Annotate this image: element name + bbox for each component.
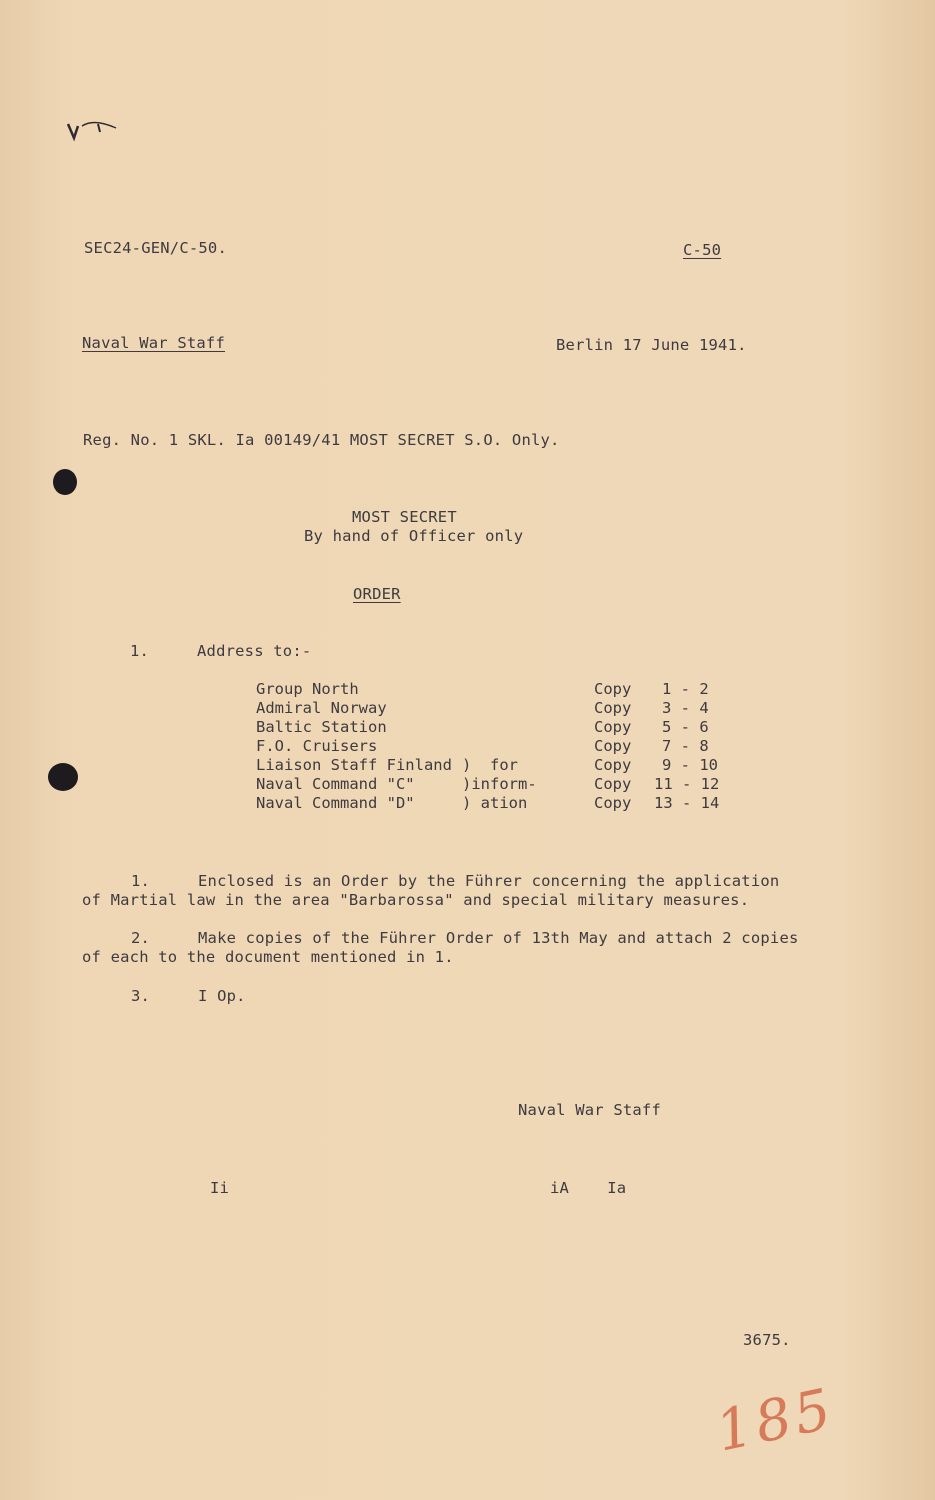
document-title: ORDER — [353, 585, 401, 603]
distribution-row — [0, 718, 935, 737]
copy-label: Copy — [594, 699, 632, 717]
recipient-note: ) for — [462, 756, 518, 774]
copy-label: Copy — [594, 737, 632, 755]
copy-range: 9 - 10 — [662, 756, 718, 774]
handling-instruction: By hand of Officer only — [304, 527, 524, 545]
punch-hole-top — [53, 469, 77, 495]
recipient-name: Naval Command "D" — [256, 794, 415, 812]
document-number: 3675. — [743, 1331, 791, 1349]
copy-label: Copy — [594, 794, 632, 812]
paragraph-number: 1. — [131, 872, 151, 890]
copy-range: 13 - 14 — [654, 794, 720, 812]
document-reference: SEC24-GEN/C-50. — [84, 239, 227, 257]
recipient-name: Baltic Station — [256, 718, 387, 736]
copy-range: 3 - 4 — [662, 699, 709, 717]
copy-label: Copy — [594, 756, 632, 774]
recipient-name: F.O. Cruisers — [256, 737, 378, 755]
paragraph-text-line: of Martial law in the area "Barbarossa" and special military measures. — [82, 891, 750, 909]
recipient-name: Group North — [256, 680, 359, 698]
copy-range: 1 - 2 — [662, 680, 709, 698]
distribution-row — [0, 680, 935, 699]
paragraph-text-line: Enclosed is an Order by the Führer concerning the application — [198, 872, 780, 890]
classification-line: MOST SECRET — [352, 508, 457, 526]
paragraph-number: 3. — [131, 987, 151, 1005]
distribution-row — [0, 756, 935, 775]
document-code: C-50 — [683, 241, 722, 259]
recipient-name: Admiral Norway — [256, 699, 387, 717]
place-date: Berlin 17 June 1941. — [556, 336, 747, 354]
recipient-note: )inform- — [462, 775, 537, 793]
signature-organization: Naval War Staff — [518, 1101, 661, 1119]
recipient-name: Liaison Staff Finland — [256, 756, 452, 774]
paragraph-text-line: Make copies of the Führer Order of 13th May and attach 2 copies — [198, 929, 799, 947]
copy-range: 11 - 12 — [654, 775, 720, 793]
address-label: Address to:- — [197, 642, 312, 660]
registration-line: Reg. No. 1 SKL. Ia 00149/41 MOST SECRET S.O. Only. — [83, 431, 560, 449]
distribution-row — [0, 699, 935, 718]
distribution-row — [0, 775, 935, 794]
copy-range: 5 - 6 — [662, 718, 709, 736]
copy-range: 7 - 8 — [662, 737, 709, 755]
signature-right-initials: iA Ia — [550, 1179, 627, 1197]
copy-label: Copy — [594, 680, 632, 698]
distribution-row — [0, 794, 935, 813]
paragraph-number: 2. — [131, 929, 151, 947]
recipient-name: Naval Command "C" — [256, 775, 415, 793]
address-number: 1. — [130, 642, 150, 660]
paragraph-text-line: of each to the document mentioned in 1. — [82, 948, 454, 966]
copy-label: Copy — [594, 718, 632, 736]
handwritten-folio-number: 185 — [710, 1376, 841, 1465]
pencil-scribble — [64, 116, 124, 156]
copy-label: Copy — [594, 775, 632, 793]
signature-left-initial: Ii — [210, 1179, 230, 1197]
paragraph-text-line: I Op. — [198, 987, 246, 1005]
sender-name: Naval War Staff — [82, 334, 225, 352]
recipient-note: ) ation — [462, 794, 528, 812]
distribution-row — [0, 737, 935, 756]
